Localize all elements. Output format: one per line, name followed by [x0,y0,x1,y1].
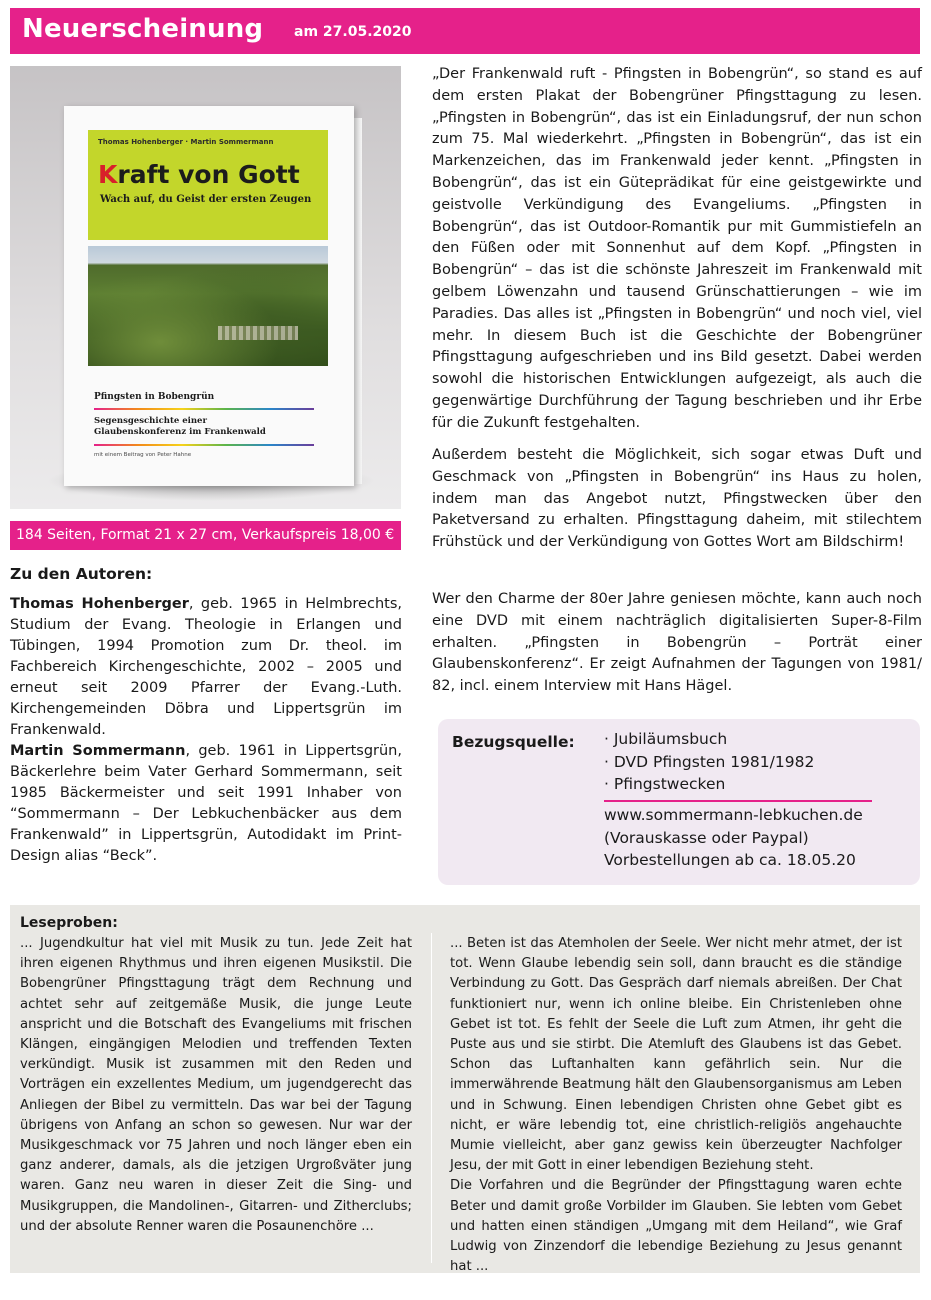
cover-village [218,326,298,340]
source-item: · DVD Pfingsten 1981/1982 [604,752,815,771]
cover-authors: Thomas Hohenberger · Martin Sommermann [98,138,274,146]
cover-title-panel [88,130,328,240]
author-2-name: Martin Sommermann [10,743,186,759]
excerpts-box [10,905,920,1273]
book-info-text: 184 Seiten, Format 21 x 27 cm, Verkaufspreis 18,00 € [16,527,395,543]
source-contact [604,804,863,872]
cover-landscape-photo [88,246,328,366]
author-2-text: , geb. 1961 in Lippertsgrün, Bäckerlehre beim Vater Gerhard Sommermann, seit 1985 Bäckermeister und seit 1991 Inhaber von “Sommermann – Der Lebkuchenbäcker aus dem Frankenwald” in Lippertsgrün, Autodidakt im Print-Design alias “Beck”. [10,743,402,864]
main-paragraph-3: Wer den Charme der 80er Jahre geniesen möchte, kann auch noch eine DVD mit einem nachträglich digitalisierten Super-8-Film erhalten. „Pfingsten in Bobengrün – Porträt einer Glaubenskonferenz“. Er zeigt Aufnahmen der Tagungen von 1981/ 82, incl. einem Interview mit Hans Hägel. [432,591,922,695]
payment-note: (Vorauskasse oder Paypal) [604,828,809,847]
source-divider [604,800,872,802]
excerpt-left: ... Jugendkultur hat viel mit Musik zu tun. Jede Zeit hat ihren eigenen Rhythmus und ihren eigenen Musikstil. Die Bobengrüner Pfingsttagung trägt dem Rechnung und achtet sehr auf zeitgemäße Musik, die junge Leute anspricht und die Botschaft des Evangeliums mit frischen Klängen, eingängigen Melodien und treffenden Texten verkündigt. Musik ist zusammen mit den Reden und Vorträgen ein exzellentes Medium, um jugendgerecht das Anliegen der Bibel zu vermitteln. Das war bei der Tagung übrigens von Anfang an schon so gewesen. Nur war der Musikgeschmack vor 75 Jahren und noch länger eben ein ganz anderer, damals, als die jetzigen Urgroßväter jung waren. Ganz neu waren in dieser Zeit die Sing- und Musikgruppen, die Mandolinen-, Gitarren- und Zitherclubs; und der absolute Renner waren die Posaunenchöre ... [20,936,412,1234]
source-box [438,719,920,885]
book-cover [64,106,354,486]
cover-line-2a: Segensgeschichte einer [94,416,207,426]
main-paragraph-2: Außerdem besteht die Möglichkeit, sich sogar etwas Duft und Geschmack von „Pfingsten in Bobengrün“ ins Haus zu holen, indem man das Angebot nutzt, Pfingstwecken über den Paketversand zu erhalten. Pfingsttagung daheim, mit stilechtem Frühstück und der Verkündigung von Gottes Wort am Bildschirm! [432,447,922,551]
cover-line-2b: Glaubenskonferenz im Frankenwald [94,427,266,437]
cover-rainbow-line [94,408,314,410]
excerpt-right-part-2: Die Vorfahren und die Begründer der Pfingsttagung waren echte Beter und damit große Vorbilder im Glauben. Sie lebten vom Gebet und hatten einen ständigen „Umgang mit dem Heiland“, wie Graf Ludwig von Zinzendorf die lebendige Beziehung zu Jesus genannt hat ... [450,1178,902,1275]
preorder-note: Vorbestellungen ab ca. 18.05.20 [604,851,856,869]
cover-line-3: mit einem Beitrag von Peter Hahne [94,452,192,458]
excerpt-right-part-1: ... Beten ist das Atemholen der Seele. Wer nicht mehr atmet, der ist tot. Wenn Glaube lebendig sein soll, dann braucht es die ständige Verbindung zu Gott. Das Gespräch darf niemals abreißen. Der Chat funktioniert nur, wenn ich online bleibe. Ein Christenleben ohne Gebet ist tot. Es fehlt der Seele die Luft zum Atmen, ihr geht die Puste aus und sie stirbt. Die Atemluft des Glaubens ist das Gebet. Schon das Luftanhalten kann gefährlich sein. Nur die immerwährende Beatmung hält den Glaubensorganismus am Leben und in Schwung. Einen lebendigen Christen ohne Gebet gibt es nicht, er wäre lebendig tot, eine christlich-religiös angehauchte Mumie vielleicht, aber ganz gewiss kein überzeugter Nachfolger Jesu, der mit Gott in einer lebendigen Beziehung steht. [450,936,902,1174]
cover-line-2 [94,416,266,438]
authors-heading: Zu den Autoren: [10,565,153,583]
source-item: · Jubiläumsbuch [604,730,728,748]
website-link[interactable]: www.sommermann-lebkuchen.de [604,806,863,824]
cover-title-initial: K [98,160,118,189]
source-item: · Pfingstwecken [604,775,726,793]
cover-title [98,160,300,189]
book-photo [10,66,401,509]
source-list [604,728,814,796]
author-1-name: Thomas Hohenberger [10,596,189,612]
book-info-bar [10,521,401,550]
page-title: Neuerscheinung [22,14,264,44]
cover-title-rest: raft von Gott [117,160,300,189]
header-bar [10,8,920,54]
release-date: am 27.05.2020 [294,24,412,40]
author-1-bio [10,594,402,741]
main-paragraph-1: „Der Frankenwald ruft - Pfingsten in Bobengrün“, so stand es auf dem ersten Plakat der Bobengrüner Pfingsttagung zu lesen. „Pfingsten in Bobengrün“, das ist ein Einladungsruf, der nun schon zum 75. Mal wiederkehrt. „Pfingsten in Bobengrün“, das ist ein Markenzeichen, das im Frankenwald jeder kennt. „Pfingsten in Bobengrün“, das ist ein Güteprädikat für eine geistgewirkte und geistvolle Verkündigung des Evangeliums. „Pfingsten in Bobengrün“, das ist Outdoor-Romantik pur mit Gummistiefeln an den Füßen oder mit Sonnenhut auf dem Kopf. „Pfingsten in Bobengrün“ – das ist die schönste Jahreszeit im Frankenwald mit gelbem Löwenzahn und tausend Grünschattierungen – wie im Paradies. Das alles ist „Pfingsten in Bobengrün“ und noch viel, viel mehr. In diesem Buch ist die Geschichte der Bobengrüner Pfingsttagung aufgeschrieben und ins Bild gesetzt. Dabei werden sowohl die historischen Entwicklungen aufgezeigt, als auch die gegenwärtige Durchführung der Tagung beschrieben und ihr Erbe für die Zukunft festgehalten. [432,66,922,431]
author-1-text: , geb. 1965 in Helmbrechts, Studium der Evang. Theologie in Erlangen und Tübingen, 1994 Promotion zum Dr. theol. im Fachbereich Kirchengeschichte, 2002 – 2005 und erneut seit 2009 Pfarrer der Evang.-Luth. Kirchengemeinden Döbra und Lippertsgrün im Frankenwald. [10,596,402,738]
excerpts-divider [431,933,432,1263]
cover-rainbow-line [94,444,314,446]
source-label: Bezugsquelle: [452,733,575,751]
author-2-bio [10,741,402,867]
cover-line-1: Pfingsten in Bobengrün [94,392,215,402]
excerpt-right [450,934,902,1277]
excerpts-heading: Leseproben: [20,915,118,931]
cover-subtitle: Wach auf, du Geist der ersten Zeugen [100,194,312,205]
